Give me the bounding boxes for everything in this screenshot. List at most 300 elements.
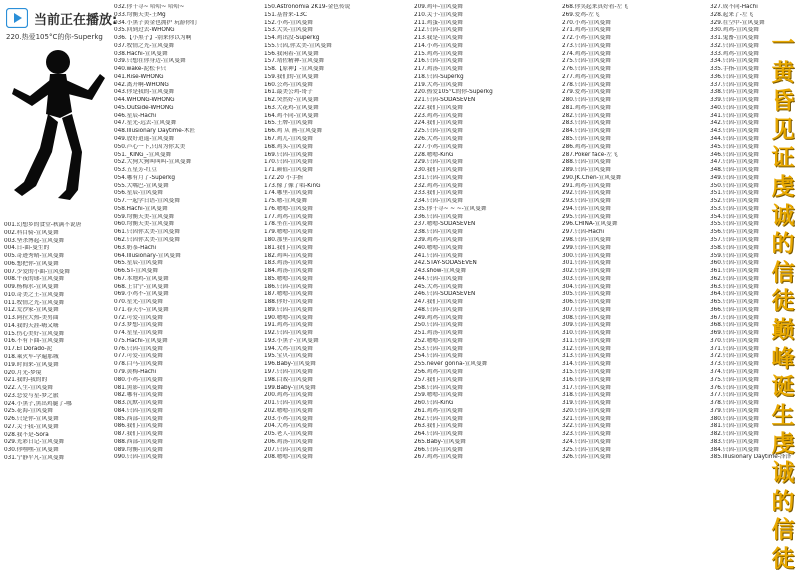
song-item[interactable]: 295.只因-宣风曼舞 <box>562 213 611 220</box>
song-item[interactable]: 344.只因-宣风曼舞 <box>710 136 759 143</box>
song-item[interactable]: 290.JK.Chen-宣风曼舞 <box>562 174 622 181</box>
song-item[interactable]: 287.Poker face-左飞 <box>562 151 618 158</box>
song-item[interactable]: 167.鸡儿-宣风曼舞 <box>264 136 313 143</box>
song-item[interactable]: 224.我们-宣风曼舞 <box>414 120 463 127</box>
song-item[interactable]: 020.月光-梦境 <box>4 369 42 376</box>
song-item[interactable]: 381.只因-宣风曼舞 <box>710 423 759 430</box>
song-item[interactable]: 174.哪里-宣风曼舞 <box>264 190 313 197</box>
song-item[interactable]: 196.Baby-宣风曼舞 <box>264 361 316 368</box>
song-item[interactable]: 362.只因-宣风曼舞 <box>710 275 759 282</box>
song-item[interactable]: 368.只因-宣风曼舞 <box>710 322 759 329</box>
song-item[interactable]: 264.只因-宣风曼舞 <box>414 431 463 438</box>
song-item[interactable]: 219.大鸡-宣风曼舞 <box>414 81 463 88</box>
song-item[interactable]: 379.只因-宣风曼舞 <box>710 407 759 414</box>
song-item[interactable]: 262.只因-宣风曼舞 <box>414 415 463 422</box>
song-item[interactable]: 351.只因-宣风曼舞 <box>710 190 759 197</box>
song-item[interactable]: 185.嗯嗯-宣风曼舞 <box>264 275 313 282</box>
song-item[interactable]: 296.CHINA-宣风曼舞 <box>562 221 618 228</box>
song-item[interactable]: 017.El Dorado-泥 <box>4 346 53 353</box>
song-item[interactable]: 172.20 小手指 <box>264 174 303 181</box>
song-item[interactable]: 019.时间来-宣风曼舞 <box>4 361 59 368</box>
song-item[interactable]: 315.只因-宣风曼舞 <box>562 368 611 375</box>
song-item[interactable]: 340.只因-宣风曼舞 <box>710 104 759 111</box>
song-item[interactable]: 029.光彩日记-宣风曼舞 <box>4 439 65 446</box>
song-item[interactable]: 075.Hachi-宣风曼舞 <box>114 337 168 344</box>
song-item[interactable]: 284.只因-宣风曼舞 <box>562 128 611 135</box>
song-item[interactable]: 308.只因-宣风曼舞 <box>562 314 611 321</box>
song-item[interactable]: 335.手指-宣风曼舞 <box>710 66 759 73</box>
song-item[interactable]: 179.嗯嗯-宣风曼舞 <box>264 229 313 236</box>
song-item[interactable]: 160.公鸡-宣风曼舞 <box>264 81 313 88</box>
song-item[interactable]: 360.只因-宣风曼舞 <box>710 260 759 267</box>
song-item[interactable]: 063.奶茶-Hachi <box>114 244 157 251</box>
song-item[interactable]: 383.只因-宣风曼舞 <box>710 438 759 445</box>
song-item[interactable]: 018.乘火车-学遍那城 <box>4 354 59 361</box>
song-item[interactable]: 341.只因-宣风曼舞 <box>710 112 759 119</box>
song-item[interactable]: 050.芦心一下,只因为你太美 <box>114 143 186 150</box>
song-item[interactable]: 286.鸡鸡-宣风曼舞 <box>562 143 611 150</box>
song-item[interactable]: 183.鸡汤-宣风曼舞 <box>264 260 313 267</box>
song-item[interactable]: 032.你千寻~ 哈哈~ 哈哈~ <box>114 4 185 10</box>
song-item[interactable]: 275.只因-宣风曼舞 <box>562 58 611 65</box>
song-item[interactable]: 177.鸡鸡-宣风曼舞 <box>264 213 313 220</box>
song-item[interactable]: 240.嗯嗯-宣风曼舞 <box>414 244 463 251</box>
song-item[interactable]: 085.西部-宣风曼舞 <box>114 415 163 422</box>
song-item[interactable]: 317.只因-宣风曼舞 <box>562 384 611 391</box>
song-item[interactable]: 068.上甘宁-宣风曼舞 <box>114 283 169 290</box>
song-item[interactable]: 327.成不同-Hachi <box>710 4 758 10</box>
song-item[interactable]: 229.只因-宣风曼舞 <box>414 159 463 166</box>
song-item[interactable]: 009.杨梅水-宣风曼舞 <box>4 284 59 291</box>
song-item[interactable]: 184.鸡汤-宣风曼舞 <box>264 268 313 275</box>
song-item[interactable]: 056.星辰-宣风曼舞 <box>114 190 163 197</box>
song-item[interactable]: 034.小黑子黄金也拥护 玩游你们 <box>114 19 197 26</box>
song-item[interactable]: 021.我的-我的的 <box>4 377 48 384</box>
song-item[interactable]: 278.只因-宣风曼舞 <box>562 81 611 88</box>
song-item[interactable]: 053.五星芳-红豆 <box>114 167 158 174</box>
song-item[interactable]: 221.只因-SODASEVEN <box>414 97 476 104</box>
song-item[interactable]: 304.只因-宣风曼舞 <box>562 283 611 290</box>
song-item[interactable]: 080.小鸡-宣风曼舞 <box>114 376 163 383</box>
song-item[interactable]: 374.只因-宣风曼舞 <box>710 368 759 375</box>
song-item[interactable]: 150.Astronomia 2K19-金色传说 <box>264 4 351 10</box>
song-item[interactable]: 355.只因-宣风曼舞 <box>710 221 759 228</box>
song-item[interactable]: 084.只因-宣风曼舞 <box>114 407 163 414</box>
song-item[interactable]: 358.只因-宣风曼舞 <box>710 244 759 251</box>
song-item[interactable]: 153.大笑-宣风曼舞 <box>264 27 313 34</box>
song-item[interactable]: 359.只因-宣风曼舞 <box>710 252 759 259</box>
song-item[interactable]: 331.鬼畜-宣风曼舞 <box>710 35 759 42</box>
song-item[interactable]: 277.鸡鸡-宣风曼舞 <box>562 73 611 80</box>
song-item[interactable]: 274.鸡鸡-宣风曼舞 <box>562 50 611 57</box>
song-item[interactable]: 027.关于我-宣风曼舞 <box>4 423 59 430</box>
song-item[interactable]: 073.梦想-宣风曼舞 <box>114 322 163 329</box>
song-item[interactable]: 016.不有下曲-宣风曼舞 <box>4 338 65 345</box>
song-item[interactable]: 199.Baby-宣风曼舞 <box>264 384 316 391</box>
song-item[interactable]: 043.你是我的-宣风曼舞 <box>114 89 175 96</box>
song-item[interactable]: 373.只因-宣风曼舞 <box>710 361 759 368</box>
song-item[interactable]: 218.只因-Superkg <box>414 73 464 80</box>
song-item[interactable]: 321.只因-宣风曼舞 <box>562 415 611 422</box>
song-item[interactable]: 202.嗯嗯-宣风曼舞 <box>264 407 313 414</box>
song-item[interactable]: 276.只因-宣风曼舞 <box>562 66 611 73</box>
song-item[interactable]: 226.大鸡-宣风曼舞 <box>414 136 463 143</box>
song-item[interactable]: 194.大鸡-宣风曼舞 <box>264 345 313 352</box>
song-item[interactable]: 023.恋爱与星-梦之旅 <box>4 392 59 399</box>
song-item[interactable]: 258.只因-宣风曼舞 <box>414 384 463 391</box>
song-item[interactable]: 354.只因-宣风曼舞 <box>710 213 759 220</box>
song-item[interactable]: 162.突然好-宣风曼舞 <box>264 97 319 104</box>
song-item[interactable]: 071.春天小-宣风曼舞 <box>114 306 169 313</box>
song-item[interactable]: 300.只因-宣风曼舞 <box>562 252 611 259</box>
song-item[interactable]: 346.只因-宣风曼舞 <box>710 151 759 158</box>
song-item[interactable]: 005.奇迹秀晴-宣风曼舞 <box>4 253 65 260</box>
song-item[interactable]: 064.Illusionary-宣风曼舞 <box>114 252 181 259</box>
song-item[interactable]: 181.我们-宣风曼舞 <box>264 244 313 251</box>
song-item[interactable]: 025.花海-宣风曼舞 <box>4 408 53 415</box>
song-item[interactable]: 281.鸡鸡-宣风曼舞 <box>562 104 611 111</box>
song-item[interactable]: 207.只因-宣风曼舞 <box>264 446 313 453</box>
song-item[interactable]: 372.只因-宣风曼舞 <box>710 353 759 360</box>
song-item[interactable]: 273.只因-宣风曼舞 <box>562 42 611 49</box>
song-item[interactable]: 051._KING_-宣风曼舞 <box>114 151 172 158</box>
song-item[interactable]: 377.只因-宣风曼舞 <box>710 392 759 399</box>
song-item[interactable]: 353.只因-宣风曼舞 <box>710 205 759 212</box>
song-item[interactable]: 211.鸡蛋-宣风曼舞 <box>414 19 463 26</box>
song-item[interactable]: 309.只因-宣风曼舞 <box>562 322 611 329</box>
song-item[interactable]: 384.只因-宣风曼舞 <box>710 446 759 453</box>
song-item[interactable]: 270.小鸡-宣风曼舞 <box>562 19 611 26</box>
song-item[interactable]: 260.只因-KinG <box>414 400 454 407</box>
song-item[interactable]: 061.只因你太美-宣风曼舞 <box>114 229 180 236</box>
song-item[interactable]: 350.只因-宣风曼舞 <box>710 182 759 189</box>
song-item[interactable]: 339.只因-宣风曼舞 <box>710 97 759 104</box>
song-item[interactable]: 288.只因-宣风曼舞 <box>562 159 611 166</box>
song-item[interactable]: 031.宁静平凡-宣风曼舞 <box>4 454 65 461</box>
song-item[interactable]: 298.只因-宣风曼舞 <box>562 236 611 243</box>
song-item[interactable]: 271.鸡鸡-宣风曼舞 <box>562 27 611 34</box>
song-item[interactable]: 253.只因-宣风曼舞 <box>414 345 463 352</box>
song-item[interactable]: 232.鸡鸡-宣风曼舞 <box>414 182 463 189</box>
song-item[interactable]: 337.只因-宣风曼舞 <box>710 81 759 88</box>
song-item[interactable]: 163.大花鸡-宣风曼舞 <box>264 104 319 111</box>
song-item[interactable]: 261.鸡鸡-宣风曼舞 <box>414 407 463 414</box>
song-item[interactable]: 338.只因-宣风曼舞 <box>710 89 759 96</box>
song-item[interactable]: 314.只因-宣风曼舞 <box>562 361 611 368</box>
song-item[interactable]: 320.只因-宣风曼舞 <box>562 407 611 414</box>
song-item[interactable]: 039.只想在你身边-宣风曼舞 <box>114 58 186 65</box>
song-item[interactable]: 060.均衡天美-宣风曼舞 <box>114 221 175 228</box>
song-item[interactable]: 074.星星-宣风曼舞 <box>114 330 163 337</box>
song-item[interactable]: 013.阿拉大热-美男曲 <box>4 315 59 322</box>
song-item[interactable]: 164.鸡不同-宣风曼舞 <box>264 112 319 119</box>
song-item[interactable]: 081.黑影-宣风曼舞 <box>114 384 163 391</box>
song-item[interactable]: 378.只因-宣风曼舞 <box>710 400 759 407</box>
song-item[interactable]: 246.只因-SODASEVEN <box>414 291 476 298</box>
song-item[interactable]: 249.鸡鸡-宣风曼舞 <box>414 314 463 321</box>
song-item[interactable]: 015.伤心美好-宣风曼舞 <box>4 330 65 337</box>
song-item[interactable]: 059.均衡天美-宣风曼舞 <box>114 213 175 220</box>
song-item[interactable]: 201.只因-宣风曼舞 <box>264 400 313 407</box>
song-item[interactable]: 318.只因-宣风曼舞 <box>562 392 611 399</box>
song-item[interactable]: 083.沉默-宣风曼舞 <box>114 400 163 407</box>
song-item[interactable]: 210.关于-宣风曼舞 <box>414 11 463 18</box>
song-item[interactable]: 026.只是你-宣风曼舞 <box>4 416 59 423</box>
song-item[interactable]: 248.只因-宣风曼舞 <box>414 306 463 313</box>
song-item[interactable]: 077.可爱-宣风曼舞 <box>114 353 163 360</box>
song-item[interactable]: 323.只因-宣风曼舞 <box>562 431 611 438</box>
song-item[interactable]: 058.Hachi-宣风曼舞 <box>114 205 168 212</box>
song-item[interactable]: 347.只因-宣风曼舞 <box>710 159 759 166</box>
song-item[interactable]: 259.嗯嗯-宣风曼舞 <box>414 392 463 399</box>
song-item[interactable]: 370.只因-宣风曼舞 <box>710 337 759 344</box>
song-item[interactable]: 173.像了像了唱-KinG <box>264 182 321 189</box>
song-item[interactable]: 042.离开啊-WHONG <box>114 81 169 88</box>
song-item[interactable]: 206.鸡汤-宣风曼舞 <box>264 438 313 445</box>
song-item[interactable]: 159.我们的-宣风曼舞 <box>264 73 319 80</box>
song-item[interactable]: 170.只因-宣风曼舞 <box>264 159 313 166</box>
song-item[interactable]: 158.【原神】-宣风曼舞 <box>264 66 325 73</box>
song-item[interactable]: 006.想把你-宣风曼舞 <box>4 260 59 267</box>
song-item[interactable]: 242.STAY-SODASEVEN <box>414 260 477 267</box>
song-item[interactable]: 215.鸡鸡-宣风曼舞 <box>414 50 463 57</box>
song-item[interactable]: 257.我们-宣风曼舞 <box>414 376 463 383</box>
song-item[interactable]: 204.大鸡-宣风曼舞 <box>264 423 313 430</box>
song-item[interactable]: 045.Outside-WHONG <box>114 104 174 111</box>
song-item[interactable]: 302.只因-宣风曼舞 <box>562 268 611 275</box>
song-item[interactable]: 088.西部-宣风曼舞 <box>114 438 163 445</box>
song-item[interactable]: 285.只因-宣风曼舞 <box>562 136 611 143</box>
song-item[interactable]: 312.只因-宣风曼舞 <box>562 345 611 352</box>
song-item[interactable]: 193.小黑子-宣风曼舞 <box>264 337 319 344</box>
song-item[interactable]: 168.鸡头-宣风曼舞 <box>264 143 313 150</box>
song-item[interactable]: 054.哪有月了-Superkg <box>114 174 176 181</box>
song-item[interactable]: 040.wake-泥松卡只 <box>114 66 167 73</box>
song-item[interactable]: 369.只因-宣风曼舞 <box>710 330 759 337</box>
song-item[interactable]: 375.只因-宣风曼舞 <box>710 376 759 383</box>
song-item[interactable]: 007.少爱的小曲-宣风曼舞 <box>4 268 70 275</box>
song-item[interactable]: 366.只因-宣风曼舞 <box>710 306 759 313</box>
song-item[interactable]: 030.你嘿嘿-宣风曼舞 <box>4 447 59 454</box>
song-item[interactable]: 156.我闲着-宣风曼舞 <box>264 50 319 57</box>
song-item[interactable]: 245.大鸡-宣风曼舞 <box>414 283 463 290</box>
song-item[interactable]: 227.小鸡-宣风曼舞 <box>414 143 463 150</box>
song-item[interactable]: 037.牧情之光-宣风曼舞 <box>114 42 175 49</box>
song-item[interactable]: 012.荒沙家-宣风曼舞 <box>4 307 59 314</box>
song-item[interactable]: 322.只因-宣风曼舞 <box>562 423 611 430</box>
song-item[interactable]: 078.白马-宣风曼舞 <box>114 361 163 368</box>
song-item[interactable]: 343.只因-宣风曼舞 <box>710 128 759 135</box>
song-item[interactable]: 237.嗯嗯-SODASEVEN <box>414 221 476 228</box>
song-item[interactable]: 231.只因-宣风曼舞 <box>414 174 463 181</box>
song-item[interactable]: 176.嗯嗯-宣风曼舞 <box>264 205 313 212</box>
song-item[interactable]: 283.只因-宣风曼舞 <box>562 120 611 127</box>
song-item[interactable]: 152.小鸡-宣风曼舞 <box>264 19 313 26</box>
song-item[interactable]: 313.只因-宣风曼舞 <box>562 353 611 360</box>
song-item[interactable]: 279.爱鸡-宣风曼舞 <box>562 89 611 96</box>
song-item[interactable]: 382.只因-宣风曼舞 <box>710 431 759 438</box>
song-item[interactable]: 252.嗯嗯-宣风曼舞 <box>414 337 463 344</box>
song-item[interactable]: 166.鸡 从 画-宣风曼舞 <box>264 128 323 135</box>
song-item[interactable]: 225.只因-宣风曼舞 <box>414 128 463 135</box>
song-item[interactable]: 035.回到过去-WHONG <box>114 27 175 34</box>
song-item[interactable]: 046.星辰-Hachi <box>114 112 157 119</box>
song-item[interactable]: 301.只因-宣风曼舞 <box>562 260 611 267</box>
song-item[interactable]: 282.只因-宣风曼舞 <box>562 112 611 119</box>
song-item[interactable]: 203.小鸡-宣风曼舞 <box>264 415 313 422</box>
song-item[interactable]: 038.Hachi-宣风曼舞 <box>114 50 168 57</box>
song-item[interactable]: 349.只因-宣风曼舞 <box>710 174 759 181</box>
song-item[interactable]: 265.Baby-宣风曼舞 <box>414 438 466 445</box>
song-item[interactable]: 247.我们-宣风曼舞 <box>414 299 463 306</box>
song-item[interactable]: 175.嗯-宣风曼舞 <box>264 198 308 205</box>
song-item[interactable]: 334.只因-宣风曼舞 <box>710 58 759 65</box>
song-item[interactable]: 268.你笑起来真好看-左飞 <box>562 4 628 10</box>
song-item[interactable]: 165.王牌-宣风曼舞 <box>264 120 313 127</box>
song-item[interactable]: 072.可爱-宣风曼舞 <box>114 314 163 321</box>
song-item[interactable]: 010.奇美之王-宣风曼舞 <box>4 291 65 298</box>
song-item[interactable]: 171.颜值-宣风曼舞 <box>264 167 313 174</box>
song-item[interactable]: 076.只因-宣风曼舞 <box>114 345 163 352</box>
song-item[interactable]: 238.只因-宣风曼舞 <box>414 229 463 236</box>
song-item[interactable]: 151.基督来-13C <box>264 11 307 18</box>
song-item[interactable]: 267.鸡鸡-宣风曼舞 <box>414 454 463 461</box>
song-item[interactable]: 047.星光-远去-宣风曼舞 <box>114 120 177 127</box>
song-item[interactable]: 292.只因-宣风曼舞 <box>562 190 611 197</box>
song-item[interactable]: 089.均衡-宣风曼舞 <box>114 446 163 453</box>
song-item[interactable]: 234.只因-宣风曼舞 <box>414 198 463 205</box>
song-item[interactable]: 266.只因-宣风曼舞 <box>414 446 463 453</box>
song-item[interactable]: 361.只因-宣风曼舞 <box>710 268 759 275</box>
song-item[interactable]: 014.我的天涯-嗨又嗨 <box>4 322 59 329</box>
song-item[interactable]: 178.坐在-宣风曼舞 <box>264 221 313 228</box>
song-item[interactable]: 376.只因-宣风曼舞 <box>710 384 759 391</box>
song-item[interactable]: 086.我们-宣风曼舞 <box>114 423 163 430</box>
song-item[interactable]: 250.只因-宣风曼舞 <box>414 322 463 329</box>
song-item[interactable]: 243.show-宣风曼舞 <box>414 268 467 275</box>
song-item[interactable]: 333.鸡鸡-宣风曼舞 <box>710 50 759 57</box>
song-item[interactable]: 182.鸡叫-宣风曼舞 <box>264 252 313 259</box>
song-item[interactable]: 293.只因-宣风曼舞 <box>562 198 611 205</box>
song-item[interactable]: 325.只因-宣风曼舞 <box>562 446 611 453</box>
song-item[interactable]: 364.只因-宣风曼舞 <box>710 291 759 298</box>
song-item[interactable]: 205.老人-宣风曼舞 <box>264 431 313 438</box>
song-item[interactable]: 251.鸡汤-宣风曼舞 <box>414 330 463 337</box>
song-item[interactable]: 345.只因-宣风曼舞 <box>710 143 759 150</box>
song-item[interactable]: 230.我们-宣风曼舞 <box>414 167 463 174</box>
song-item[interactable]: 228.嗯嗯-KinG <box>414 151 454 158</box>
song-item[interactable]: 356.只因-宣风曼舞 <box>710 229 759 236</box>
song-item[interactable]: 380.只因-宣风曼舞 <box>710 415 759 422</box>
song-item[interactable]: 310.只因-宣风曼舞 <box>562 330 611 337</box>
song-item[interactable]: 311.只因-宣风曼舞 <box>562 337 611 344</box>
song-item[interactable]: 028.我不是-Sora <box>4 431 49 438</box>
song-item[interactable]: 161.最美公鸡-哥子 <box>264 89 313 96</box>
song-item[interactable]: 328.起来了-左飞 <box>710 11 754 18</box>
song-item[interactable]: 033.均衡天美-王Mg <box>114 11 166 18</box>
song-item[interactable]: 294.只因-宣风曼舞 <box>562 205 611 212</box>
play-icon[interactable] <box>6 8 28 28</box>
song-item[interactable]: 367.只因-宣风曼舞 <box>710 314 759 321</box>
song-item[interactable]: 198.白戏-宣风曼舞 <box>264 376 313 383</box>
song-item[interactable]: 239.鸡鸡-宣风曼舞 <box>414 236 463 243</box>
song-item[interactable]: 180.那里-宣风曼舞 <box>264 236 313 243</box>
song-item[interactable]: 003.坚杀博起-宣风曼舞 <box>4 237 65 244</box>
song-item[interactable]: 352.只因-宣风曼舞 <box>710 198 759 205</box>
song-item[interactable]: 189.只因-宣风曼舞 <box>264 306 313 313</box>
song-item[interactable]: 244.只因-宣风曼舞 <box>414 275 463 282</box>
song-item[interactable]: 209.鸡年-宣风曼舞 <box>414 4 463 10</box>
song-item[interactable]: 363.只因-宣风曼舞 <box>710 283 759 290</box>
song-item[interactable]: 187.嗯嗯-宣风曼舞 <box>264 291 313 298</box>
song-item[interactable]: 049.放好逍遥-宣风曼舞 <box>114 136 175 143</box>
song-item[interactable]: 001.幻想乡的食堂-秋满不说唐 <box>4 222 82 228</box>
song-item[interactable]: 169.只因-宣风曼舞 <box>264 151 313 158</box>
song-item[interactable]: 090.只因-宣风曼舞 <box>114 454 163 461</box>
song-item[interactable]: 188.你好-宣风曼舞 <box>264 299 313 306</box>
song-item[interactable]: 067.本地鸡-宣风曼舞 <box>114 275 169 282</box>
song-item[interactable]: 087.我们-宣风曼舞 <box>114 431 163 438</box>
song-item[interactable]: 269.爱鸡-左飞 <box>562 11 600 18</box>
song-item[interactable]: 192.只因-宣风曼舞 <box>264 330 313 337</box>
song-item[interactable]: 289.只因-宣风曼舞 <box>562 167 611 174</box>
song-item[interactable]: 223.鸡鸡-宣风曼舞 <box>414 112 463 119</box>
song-item[interactable]: 186.只因-宣风曼舞 <box>264 283 313 290</box>
song-item[interactable]: 305.只因-宣风曼舞 <box>562 291 611 298</box>
song-item[interactable]: 348.只因-宣风曼舞 <box>710 167 759 174</box>
song-item[interactable]: 002.科目骑-宣风曼舞 <box>4 229 59 236</box>
song-item[interactable]: 190.嗯嗯-宣风曼舞 <box>264 314 313 321</box>
song-item[interactable]: 216.只因-宣风曼舞 <box>414 58 463 65</box>
song-item[interactable]: 291.鸡鸡-宣风曼舞 <box>562 182 611 189</box>
song-item[interactable]: 022.人生-宣风曼舞 <box>4 385 53 392</box>
song-item[interactable]: 082.哪有-宣风曼舞 <box>114 392 163 399</box>
song-item[interactable]: 326.只因-宣风曼舞 <box>562 454 611 461</box>
song-item[interactable]: 280.只因-宣风曼舞 <box>562 97 611 104</box>
song-item[interactable]: 062.只因你太美-宣风曼舞 <box>114 236 180 243</box>
song-item[interactable]: 197.只因-宣风曼舞 <box>264 368 313 375</box>
song-item[interactable]: 069.小鸡不-宣风曼舞 <box>114 291 169 298</box>
song-item[interactable]: 066.ST-宣风曼舞 <box>114 268 159 275</box>
song-item[interactable]: 057.一起学日语-宣风曼舞 <box>114 198 180 205</box>
song-item[interactable]: 008.午夜的球-宣风曼舞 <box>4 276 65 283</box>
song-item[interactable]: 297.只因-Hachi <box>562 229 605 236</box>
song-item[interactable]: 303.只因-宣风曼舞 <box>562 275 611 282</box>
song-item[interactable]: 024.小黑子,黑出鸡腿了-哪 <box>4 400 72 407</box>
song-item[interactable]: 255.never gonna-宣风曼舞 <box>414 361 488 368</box>
song-item[interactable]: 329.在空中-宣风曼舞 <box>710 19 765 26</box>
song-item[interactable]: 065.星辰-宣风曼舞 <box>114 260 163 267</box>
song-item[interactable]: 048.Illusionary Daytime-木匠 <box>114 128 196 135</box>
song-item[interactable]: 263.我们-宣风曼舞 <box>414 423 463 430</box>
song-item[interactable]: 011.牧情之光-宣风曼舞 <box>4 299 65 306</box>
song-item[interactable]: 385.Illusionary Daytime-泽泽 <box>710 454 792 461</box>
song-item[interactable]: 195.宝贝-宣风曼舞 <box>264 353 313 360</box>
song-item[interactable]: 324.只因-宣风曼舞 <box>562 438 611 445</box>
song-item[interactable]: 235.你千寻~ ~ ~-宣风曼舞 <box>414 205 487 212</box>
song-item[interactable]: 154.鸡出没-Superkg <box>264 35 320 42</box>
song-item[interactable]: 200.鸡鸡-宣风曼舞 <box>264 392 313 399</box>
song-item[interactable]: 055.大嘴巴-宣风曼舞 <box>114 182 169 189</box>
song-item[interactable]: 342.只因-宣风曼舞 <box>710 120 759 127</box>
song-item[interactable]: 365.只因-宣风曼舞 <box>710 299 759 306</box>
song-item[interactable]: 220.热爱105°C的你-Superkg <box>414 89 493 96</box>
song-item[interactable]: 233.我们-宣风曼舞 <box>414 190 463 197</box>
song-item[interactable]: 044.WHONG-WHONG <box>114 97 175 104</box>
song-item[interactable]: 208.嗯嗯-宣风曼舞 <box>264 454 313 461</box>
song-item[interactable]: 357.只因-宣风曼舞 <box>710 236 759 243</box>
song-item[interactable]: 191.鸡鸡-宣风曼舞 <box>264 322 313 329</box>
